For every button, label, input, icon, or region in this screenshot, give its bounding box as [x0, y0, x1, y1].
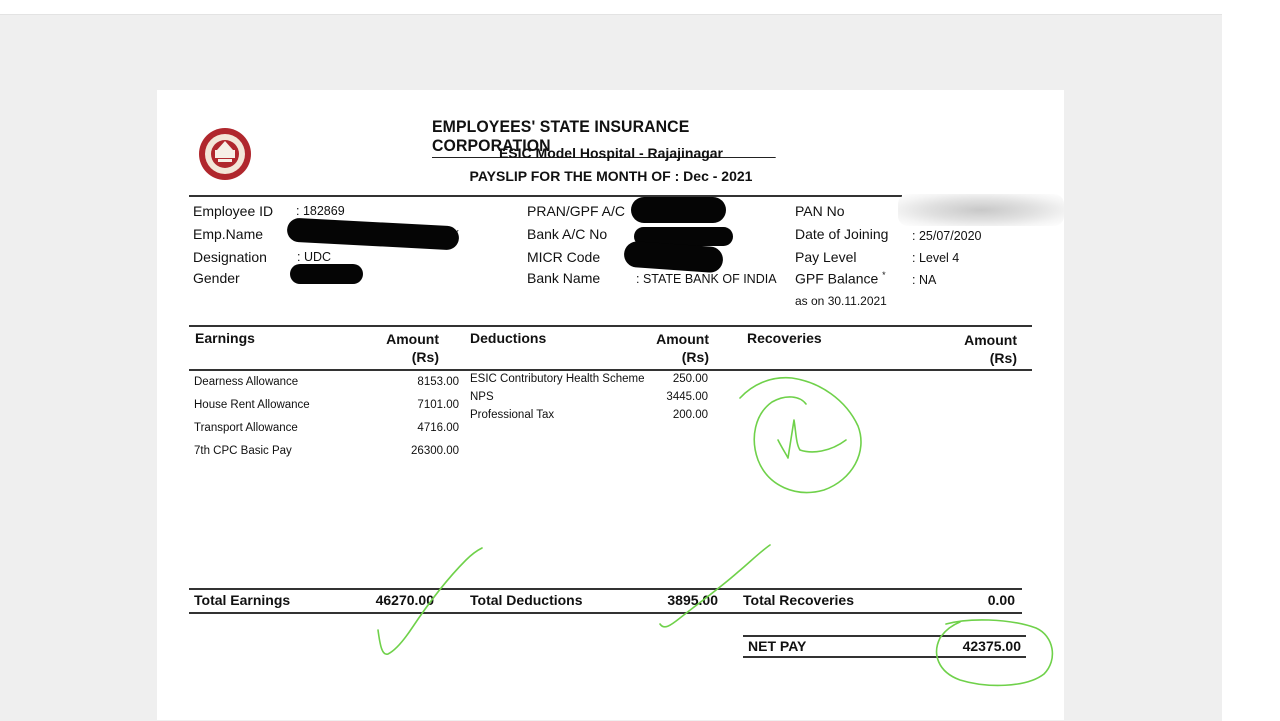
- earnings-rs-text: (Rs): [411, 349, 439, 365]
- employee-id-label: Employee ID: [193, 203, 274, 219]
- bank-ac-label: Bank A/C No: [527, 226, 608, 242]
- total-recoveries-value: 0.00: [987, 592, 1015, 608]
- earning-amount: 4716.00: [417, 422, 459, 434]
- net-pay-label: NET PAY: [748, 638, 807, 654]
- earning-amount: 26300.00: [411, 445, 459, 457]
- gpf-as-of: as on 30.11.2021: [795, 294, 887, 308]
- deduction-amount: 250.00: [672, 373, 708, 385]
- deductions-amount-header: [640, 330, 709, 366]
- designation-value: : UDC: [297, 250, 332, 264]
- total-recoveries-label: Total Recoveries: [743, 592, 855, 608]
- net-pay-bottom-rule: [743, 656, 1026, 658]
- total-earnings-value: 46270.00: [375, 592, 434, 608]
- deductions-rs-text: (Rs): [681, 349, 709, 365]
- total-deductions-value: 3895.00: [667, 592, 718, 608]
- table-top-rule: [189, 325, 1032, 327]
- earning-amount: 8153.00: [417, 376, 459, 388]
- gpf-balance-star: *: [882, 270, 886, 280]
- recoveries-rs-text: (Rs): [989, 350, 1017, 366]
- earning-name: Dearness Allowance: [194, 376, 299, 388]
- gpf-balance-label: [795, 270, 886, 287]
- deduction-amount: 3445.00: [666, 391, 708, 403]
- deductions-amount-text: Amount: [656, 331, 709, 347]
- gender-label: Gender: [193, 270, 240, 286]
- header-rule: [189, 195, 902, 197]
- table-header-rule: [189, 369, 1032, 371]
- totals-bottom-rule: [189, 612, 1022, 614]
- earnings-amount-header: [370, 330, 439, 366]
- totals-top-rule: [189, 588, 1022, 590]
- recoveries-header: Recoveries: [747, 330, 822, 346]
- doj-label: Date of Joining: [795, 226, 889, 242]
- earning-amount: 7101.00: [417, 399, 459, 411]
- redaction-pran: [631, 197, 726, 223]
- deduction-name: NPS: [470, 391, 494, 403]
- doj-value: : 25/07/2020: [912, 229, 982, 243]
- organization-title: EMPLOYEES' STATE INSURANCE CORPORATION: [432, 118, 776, 158]
- recoveries-amount-header: [947, 331, 1017, 367]
- employee-id-value: : 182869: [296, 204, 345, 218]
- earning-name: 7th CPC Basic Pay: [194, 445, 292, 457]
- redaction-pan-blur: [898, 194, 1064, 226]
- total-deductions-label: Total Deductions: [470, 592, 583, 608]
- earning-name: House Rent Allowance: [194, 399, 310, 411]
- deduction-amount: 200.00: [672, 409, 708, 421]
- earnings-amount-text: Amount: [386, 331, 439, 347]
- emp-name-label: Emp.Name: [193, 226, 264, 242]
- gpf-balance-value: : NA: [912, 273, 937, 287]
- bank-name-value: : STATE BANK OF INDIA: [636, 272, 777, 286]
- deduction-name: ESIC Contributory Health Scheme: [470, 373, 645, 385]
- pan-label: PAN No: [795, 203, 845, 219]
- net-pay-value: 42375.00: [962, 638, 1021, 654]
- deductions-header: Deductions: [470, 330, 547, 346]
- pay-level-value: : Level 4: [912, 251, 960, 265]
- gpf-balance-text: GPF Balance: [795, 270, 879, 287]
- pay-level-label: Pay Level: [795, 249, 857, 265]
- micr-label: MICR Code: [527, 249, 601, 265]
- earnings-header: Earnings: [195, 330, 255, 346]
- payslip-month: PAYSLIP FOR THE MONTH OF : Dec - 2021: [469, 168, 753, 184]
- total-earnings-label: Total Earnings: [194, 592, 291, 608]
- redaction-gender: [290, 264, 363, 284]
- hospital-name: ESIC Model Hospital - Rajajinagar: [498, 145, 724, 161]
- designation-label: Designation: [193, 249, 267, 265]
- pran-label: PRAN/GPF A/C: [527, 203, 626, 219]
- esic-logo-icon: [197, 123, 253, 185]
- recoveries-amount-text: Amount: [964, 332, 1017, 348]
- bank-name-label: Bank Name: [527, 270, 601, 286]
- net-pay-top-rule: [743, 635, 1026, 637]
- deduction-name: Professional Tax: [470, 409, 555, 421]
- earning-name: Transport Allowance: [194, 422, 298, 434]
